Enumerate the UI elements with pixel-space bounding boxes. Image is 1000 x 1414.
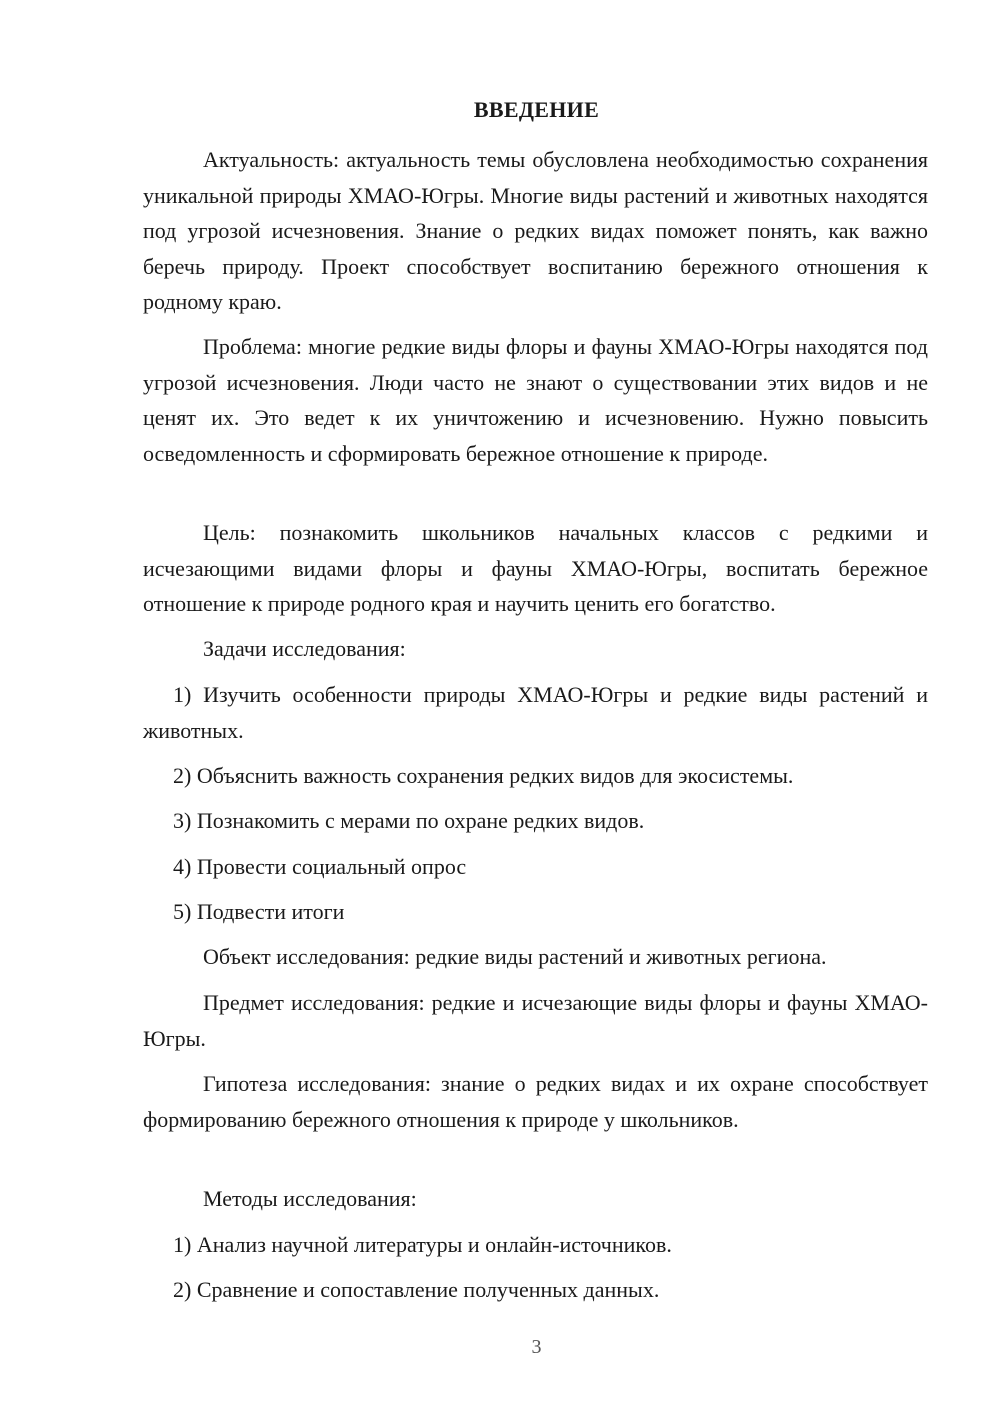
section-heading: ВВЕДЕНИЕ xyxy=(473,97,600,122)
relevance-paragraph: Актуальность: актуальность темы обусловлена необходимостью сохранения уникальной природы ХМАО-Югры. Многие виды растений и животных находятся под угрозой исчезновения. Знание о редких видах поможет понять, как важно беречь природу. Проект способствует воспитанию бережного отношения к родному краю. xyxy=(143,147,928,314)
object-paragraph: Объект исследования: редкие виды растений и животных региона. xyxy=(203,944,827,969)
task-item-4: 4) Провести социальный опрос xyxy=(173,854,467,879)
goal-paragraph: Цель: познакомить школьников начальных классов с редкими и исчезающими видами флоры и фауны ХМАО-Югры, воспитать бережное отношение к природе родного края и научить ценить его богатство. xyxy=(143,520,928,616)
methods-title: Методы исследования: xyxy=(203,1186,417,1211)
method-item-1: 1) Анализ научной литературы и онлайн-источников. xyxy=(173,1232,672,1257)
task-item-2: 2) Объяснить важность сохранения редких видов для экосистемы. xyxy=(173,763,794,788)
tasks-title: Задачи исследования: xyxy=(203,636,406,661)
subject-paragraph: Предмет исследования: редкие и исчезающие виды флоры и фауны ХМАО-Югры. xyxy=(143,990,928,1051)
problem-paragraph: Проблема: многие редкие виды флоры и фауны ХМАО-Югры находятся под угрозой исчезновения. Люди часто не знают о существовании этих видов и не ценят их. Это ведет к их уничтожению и исчезновению. Нужно повысить осведомленность и сформировать бережное отношение к природе. xyxy=(143,334,928,466)
task-item-5: 5) Подвести итоги xyxy=(173,899,345,924)
hypothesis-paragraph: Гипотеза исследования: знание о редких видах и их охране способствует формированию бережного отношения к природе у школьников. xyxy=(143,1071,928,1132)
method-item-2: 2) Сравнение и сопоставление полученных данных. xyxy=(173,1277,660,1302)
page-number: 3 xyxy=(531,1336,542,1358)
task-item-1: 1) Изучить особенности природы ХМАО-Югры и редкие виды растений и животных. xyxy=(143,682,928,743)
task-item-3: 3) Познакомить с мерами по охране редких видов. xyxy=(173,808,645,833)
